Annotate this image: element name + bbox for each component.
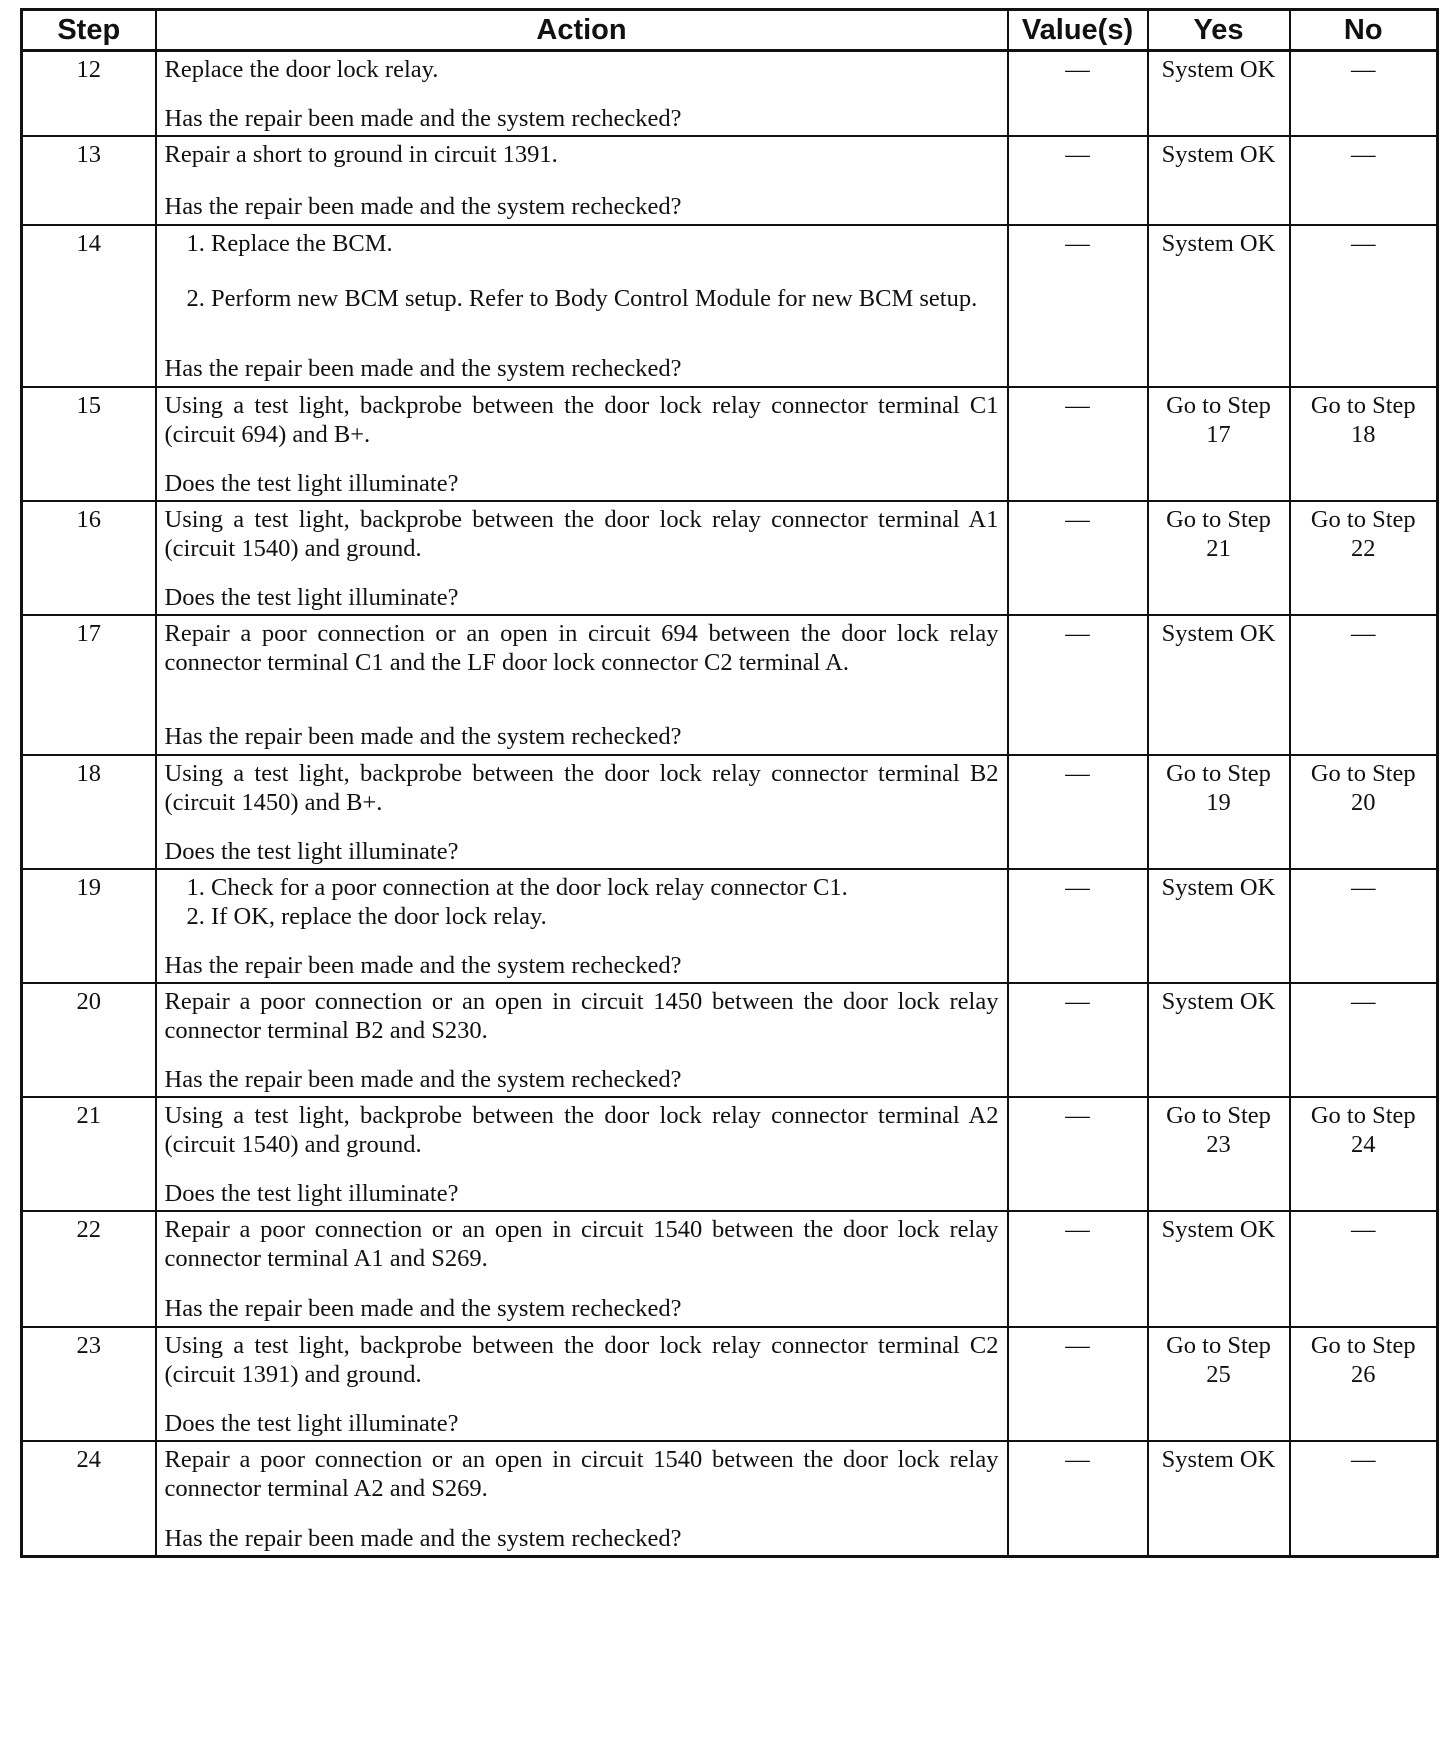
no-result: — [1290,51,1438,136]
action-question: Does the test light illuminate? [164,469,459,497]
step-number: 13 [22,136,156,225]
table-row [22,869,1438,983]
table-row [22,983,1438,1097]
value-cell: — [1008,1211,1148,1327]
action-gap [165,817,999,837]
value-cell: — [1008,225,1148,387]
step-number: 22 [22,1211,156,1327]
action-gap [165,313,999,354]
value-cell: — [1008,1441,1148,1557]
no-result: — [1290,1441,1438,1557]
no-result: — [1290,1211,1438,1327]
action-question: Does the test light illuminate? [164,1409,459,1437]
no-result: Go to Step 26 [1290,1327,1438,1441]
action-steps-list [165,229,999,313]
yes-result: System OK [1148,225,1290,387]
no-result: Go to Step 24 [1290,1097,1438,1211]
step-number: 14 [22,225,156,387]
action-cell [156,615,1008,755]
action-question: Does the test light illuminate? [164,1179,459,1207]
no-result: Go to Step 18 [1290,387,1438,501]
header-yes: Yes [1148,10,1290,51]
action-question: Has the repair been made and the system rechecked? [164,1524,682,1552]
header-step: Step [22,10,156,51]
yes-result: Go to Step 21 [1148,501,1290,615]
action-gap [165,169,999,192]
action-cell [156,1097,1008,1211]
yes-result: Go to Step 25 [1148,1327,1290,1441]
action-list-item: 1. Replace the BCM. [186,229,393,257]
action-instruction: Using a test light, backprobe between the door lock relay connector terminal A1 (circuit 1540) and ground. [164,505,999,562]
table-row [22,387,1438,501]
action-cell [156,755,1008,869]
action-instruction: Using a test light, backprobe between the door lock relay connector terminal A2 (circuit 1540) and ground. [164,1101,999,1158]
value-cell: — [1008,136,1148,225]
table-row [22,615,1438,755]
table-row [22,1441,1438,1557]
value-cell: — [1008,1097,1148,1211]
action-cell [156,1211,1008,1327]
diagnostic-table [20,8,1439,1558]
action-instruction: Using a test light, backprobe between the door lock relay connector terminal B2 (circuit 1450) and B+. [164,759,999,816]
table-row [22,1211,1438,1327]
step-number: 18 [22,755,156,869]
value-cell: — [1008,501,1148,615]
yes-result: System OK [1148,615,1290,755]
action-question: Has the repair been made and the system rechecked? [164,192,682,220]
value-cell: — [1008,755,1148,869]
action-cell [156,1327,1008,1441]
step-number: 15 [22,387,156,501]
no-result: — [1290,225,1438,387]
action-question: Has the repair been made and the system rechecked? [164,1294,682,1322]
action-instruction: Using a test light, backprobe between the door lock relay connector terminal C2 (circuit 1391) and ground. [164,1331,999,1388]
action-gap [165,1503,999,1524]
no-result: — [1290,136,1438,225]
table-row [22,51,1438,136]
yes-result: Go to Step 17 [1148,387,1290,501]
action-instruction: Repair a poor connection or an open in circuit 1450 between the door lock relay connector terminal B2 and S230. [164,987,999,1044]
no-result: Go to Step 22 [1290,501,1438,615]
action-cell [156,983,1008,1097]
step-number: 17 [22,615,156,755]
action-cell [156,1441,1008,1557]
table-row [22,1097,1438,1211]
step-number: 23 [22,1327,156,1441]
action-instruction: Replace the door lock relay. [164,56,439,83]
value-cell: — [1008,869,1148,983]
table-row [22,225,1438,387]
action-question: Does the test light illuminate? [164,583,459,611]
action-question: Has the repair been made and the system rechecked? [164,354,682,382]
header-action: Action [156,10,1008,51]
action-list-item: 2. Perform new BCM setup. Refer to Body Control Module for new BCM setup. [186,284,978,312]
step-number: 21 [22,1097,156,1211]
step-number: 20 [22,983,156,1097]
action-gap [165,84,999,104]
action-question: Has the repair been made and the system rechecked? [164,1065,682,1093]
yes-result: Go to Step 23 [1148,1097,1290,1211]
action-question: Has the repair been made and the system rechecked? [164,722,682,750]
action-gap [165,449,999,469]
table-row [22,755,1438,869]
step-number: 19 [22,869,156,983]
yes-result: System OK [1148,1441,1290,1557]
action-gap [165,677,999,722]
action-instruction: Repair a poor connection or an open in circuit 1540 between the door lock relay connector terminal A2 and S269. [164,1445,999,1502]
step-number: 16 [22,501,156,615]
step-number: 12 [22,51,156,136]
value-cell: — [1008,51,1148,136]
action-instruction: Repair a poor connection or an open in circuit 694 between the door lock relay connector terminal C1 and the LF door lock connector C2 terminal A. [164,619,999,676]
action-gap [165,1273,999,1294]
action-steps-list [165,873,999,931]
table-row [22,136,1438,225]
yes-result: Go to Step 19 [1148,755,1290,869]
no-result: — [1290,869,1438,983]
no-result: Go to Step 20 [1290,755,1438,869]
no-result: — [1290,615,1438,755]
yes-result: System OK [1148,51,1290,136]
value-cell: — [1008,615,1148,755]
yes-result: System OK [1148,1211,1290,1327]
action-cell [156,136,1008,225]
table-body [22,51,1438,1557]
action-instruction: Repair a short to ground in circuit 1391. [164,140,558,168]
action-question: Has the repair been made and the system rechecked? [164,105,682,132]
table-row [22,1327,1438,1441]
diagnostic-table-page [20,8,1436,1558]
value-cell: — [1008,983,1148,1097]
action-gap [165,1389,999,1409]
no-result: — [1290,983,1438,1097]
action-cell [156,387,1008,501]
action-cell [156,869,1008,983]
table-row [22,501,1438,615]
yes-result: System OK [1148,136,1290,225]
action-gap [165,931,999,951]
action-question: Does the test light illuminate? [164,837,459,865]
action-gap [165,563,999,583]
action-question: Has the repair been made and the system rechecked? [164,951,682,979]
action-gap [165,1159,999,1179]
value-cell: — [1008,1327,1148,1441]
action-gap [165,1045,999,1065]
action-list-item: 2. If OK, replace the door lock relay. [186,902,547,930]
header-values: Value(s) [1008,10,1148,51]
yes-result: System OK [1148,983,1290,1097]
action-cell [156,51,1008,136]
step-number: 24 [22,1441,156,1557]
header-no: No [1290,10,1438,51]
action-instruction: Repair a poor connection or an open in circuit 1540 between the door lock relay connector terminal A1 and S269. [164,1215,999,1272]
action-list-item: 1. Check for a poor connection at the door lock relay connector C1. [186,873,848,901]
value-cell: — [1008,387,1148,501]
header-row [22,10,1438,51]
yes-result: System OK [1148,869,1290,983]
action-instruction: Using a test light, backprobe between the door lock relay connector terminal C1 (circuit 694) and B+. [164,391,999,448]
action-cell [156,501,1008,615]
action-cell [156,225,1008,387]
